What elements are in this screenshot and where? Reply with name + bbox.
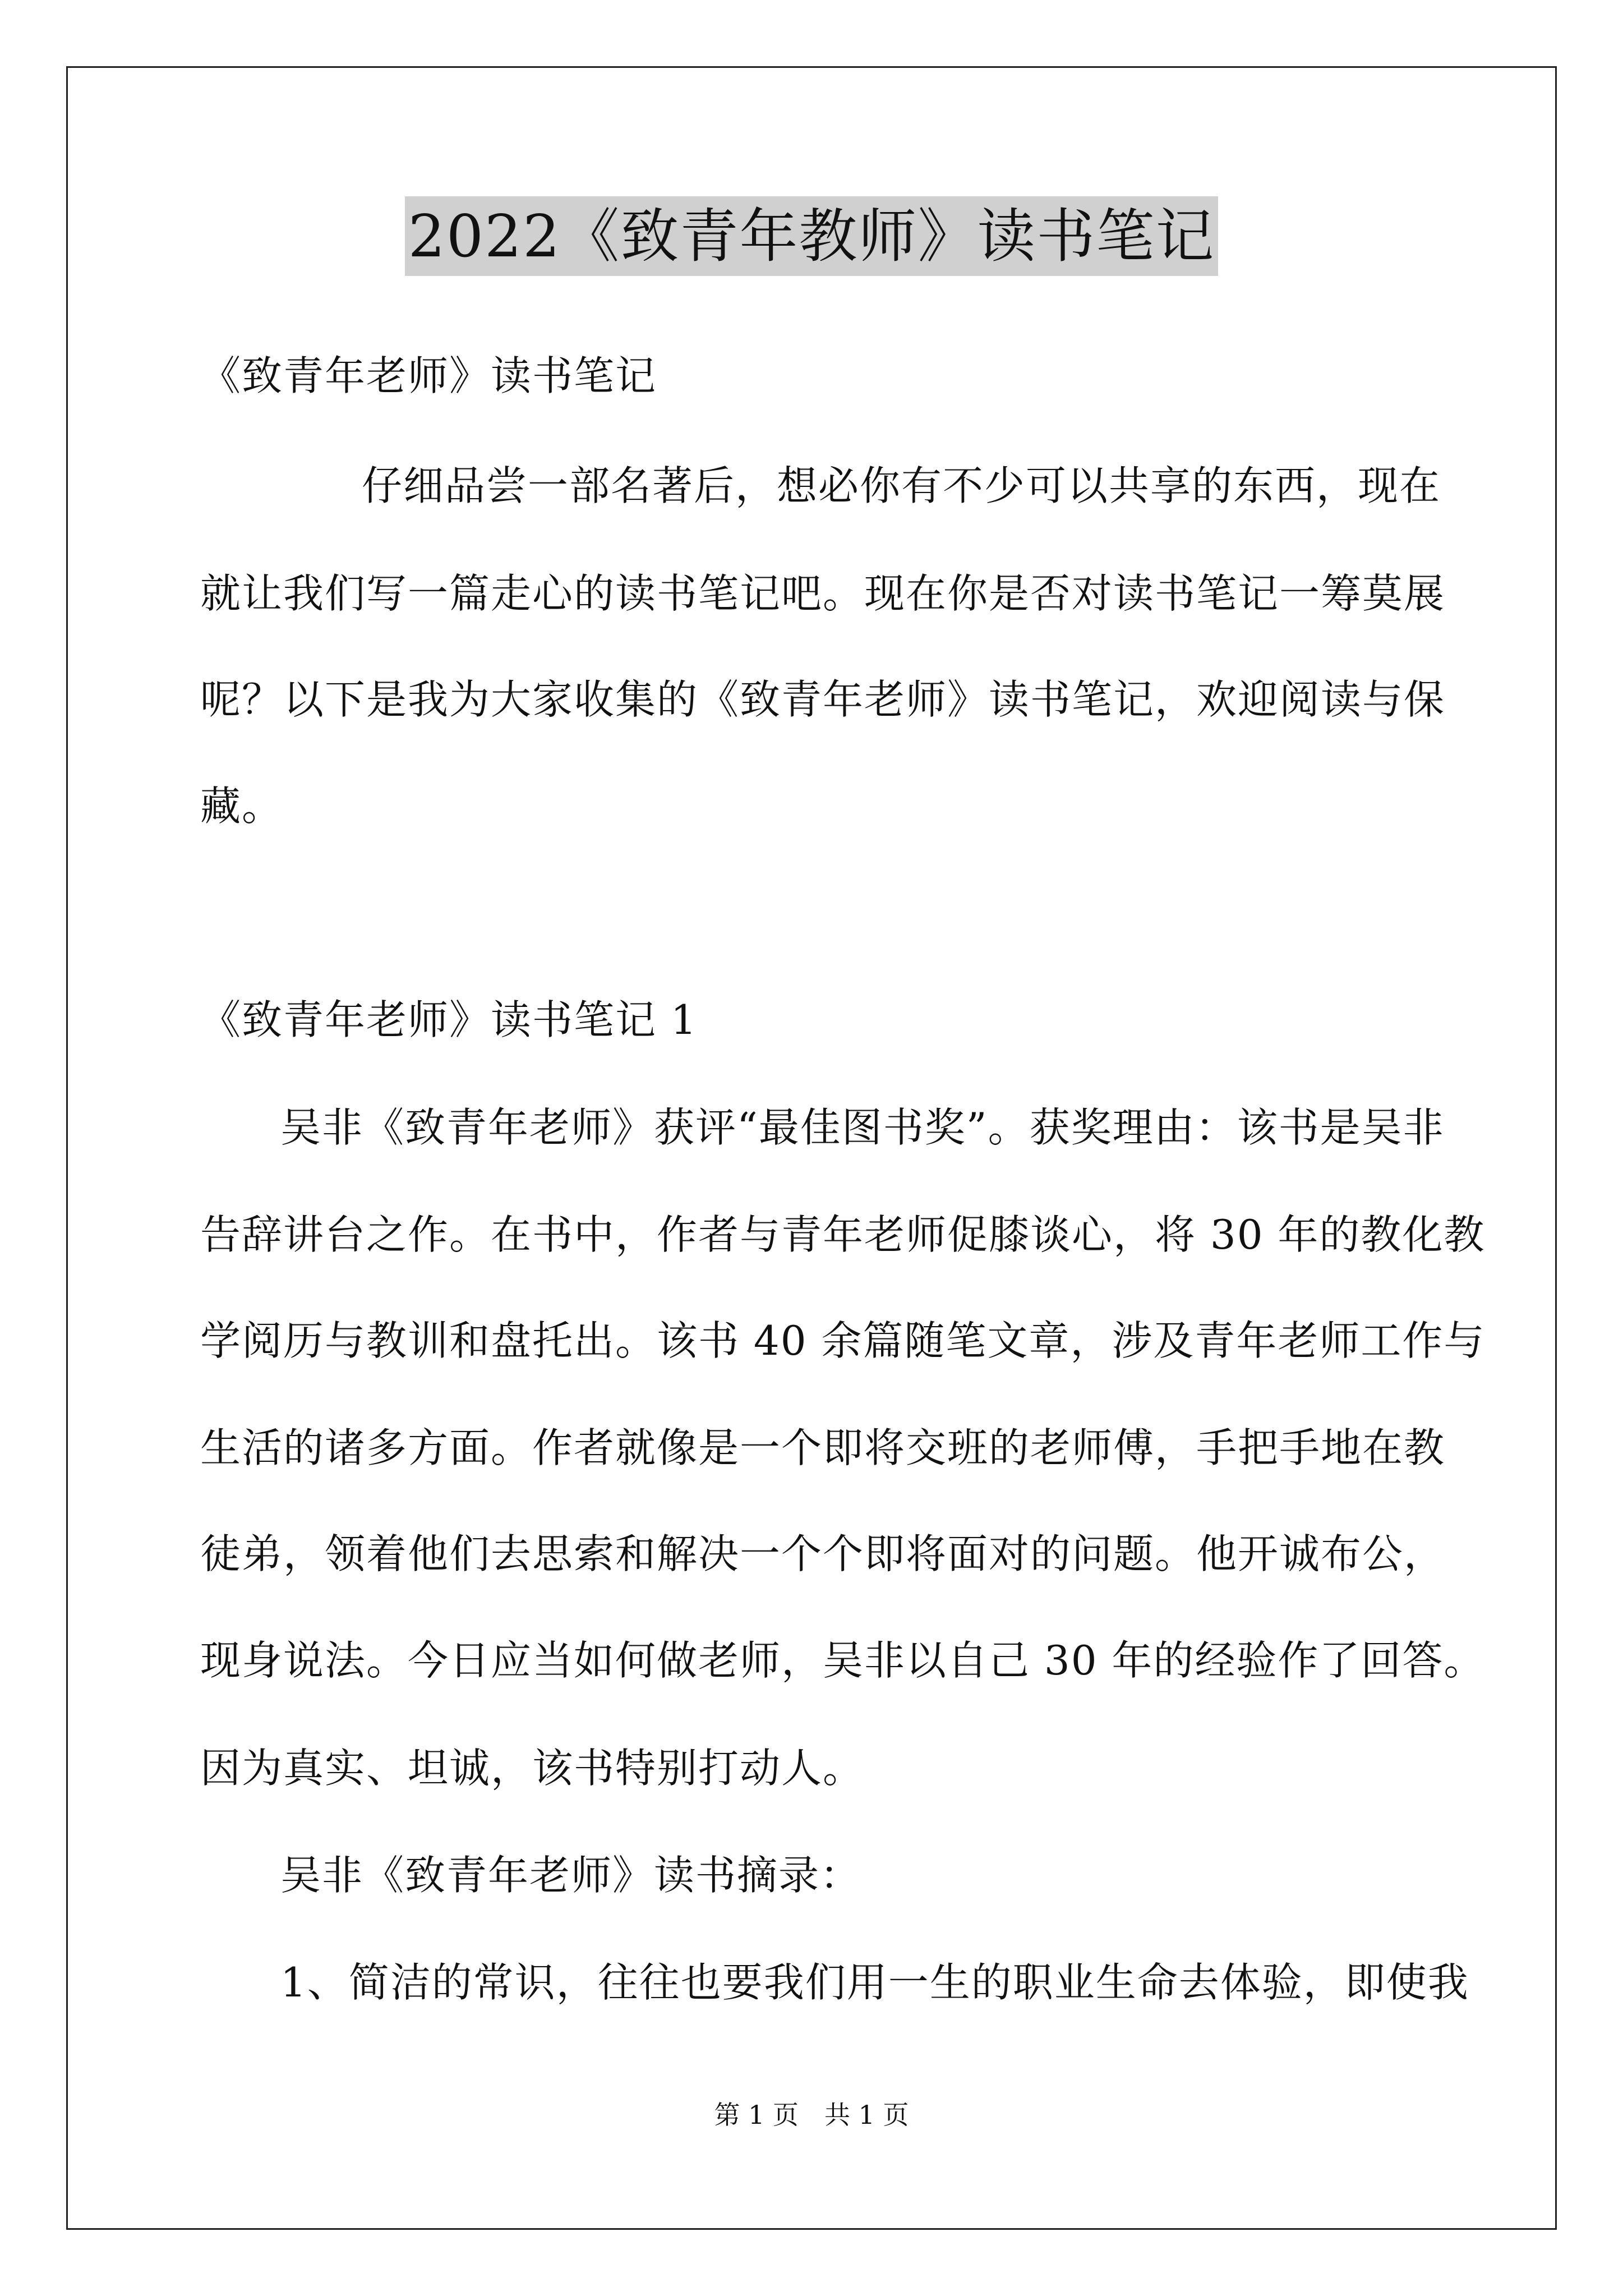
section-1-line-7: 因为真实、坦诚，该书特别打动人。 <box>200 1745 865 1792</box>
intro-line-1: 仔细品尝一部名著后，想必你有不少可以共享的东西，现在 <box>362 462 1441 509</box>
section-1-line-6: 现身说法。今日应当如何做老师，吴非以自己 30 年的经验作了回答。 <box>200 1637 1486 1684</box>
section-1-line-4: 生活的诸多方面。作者就像是一个即将交班的老师傅，手把手地在教 <box>200 1424 1446 1471</box>
section-1-heading: 《致青年老师》读书笔记 1 <box>200 996 698 1043</box>
excerpt-item-1: 1、简洁的常识，往往也要我们用一生的职业生命去体验，即使我 <box>280 1959 1469 2006</box>
subtitle: 《致青年老师》读书笔记 <box>200 352 657 399</box>
section-1-line-1: 吴非《致青年老师》获评“最佳图书奖”。获奖理由：该书是吴非 <box>280 1104 1445 1151</box>
section-1-line-3: 学阅历与教训和盘托出。该书 40 余篇随笔文章，涉及青年老师工作与 <box>200 1317 1486 1364</box>
section-1-line-5: 徒弟，领着他们去思索和解决一个个即将面对的问题。他开诚布公， <box>200 1530 1446 1577</box>
excerpt-heading: 吴非《致青年老师》读书摘录： <box>280 1852 862 1899</box>
section-1-line-2: 告辞讲台之作。在书中，作者与青年老师促膝谈心，将 30 年的教化教 <box>200 1211 1486 1258</box>
intro-line-3: 呢？以下是我为大家收集的《致青年老师》读书笔记，欢迎阅读与保 <box>200 676 1446 723</box>
page-footer: 第 1 页 共 1 页 <box>714 2100 909 2130</box>
document-title-wrapper <box>0 196 1623 276</box>
intro-line-4: 藏。 <box>200 783 284 830</box>
intro-line-2: 就让我们写一篇走心的读书笔记吧。现在你是否对读书笔记一筹莫展 <box>200 570 1446 617</box>
document-title: 2022《致青年教师》读书笔记 <box>405 196 1219 276</box>
